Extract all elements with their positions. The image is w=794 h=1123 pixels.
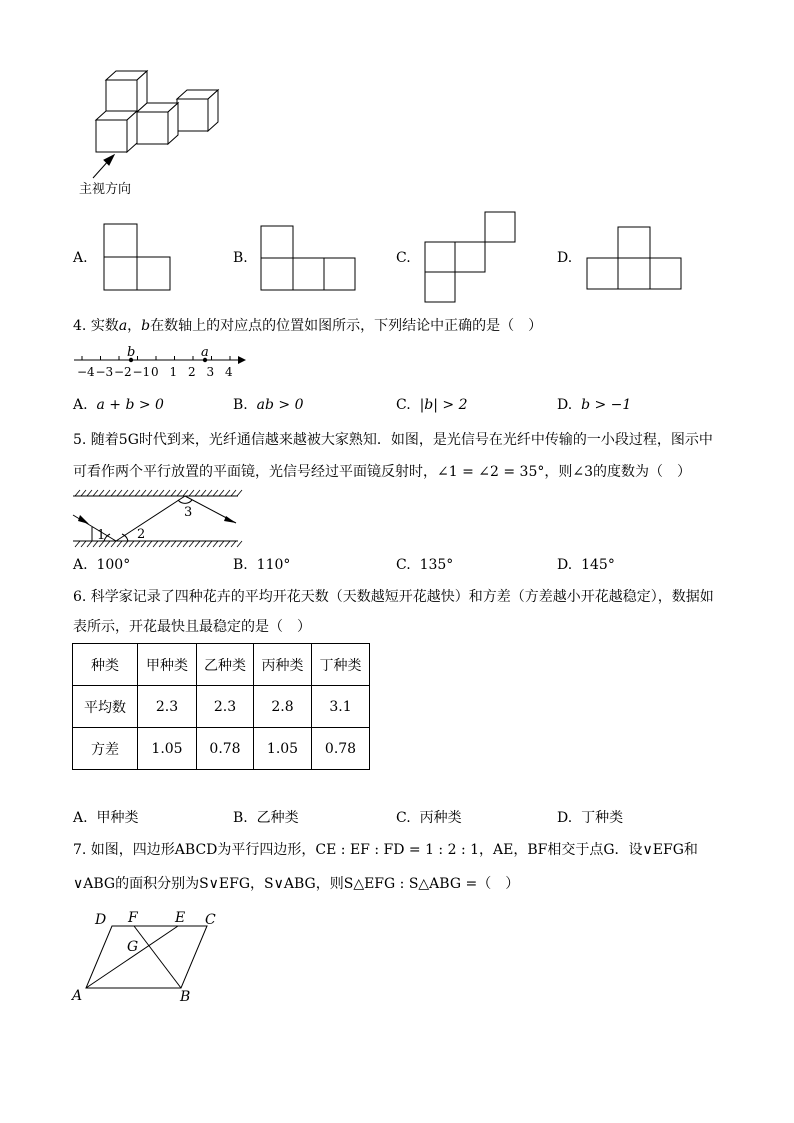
table-header-cell: 丙种类 [254,644,312,686]
q3-option-d-label: D. [557,250,573,266]
q5-option-d: D. 145° [557,557,615,573]
number-line-tick-label: −3 [95,365,114,379]
table-cell: 2.8 [254,686,312,728]
table-cell: 平均数 [73,686,138,728]
q6-option-b: B. 乙种类 [233,810,299,826]
number-line-tick-label: 2 [188,365,196,379]
number-line-tick-label: −2 [114,365,132,379]
table-cell: 1.05 [138,728,197,770]
point-g-label: G [127,939,139,955]
number-line-tick-label: 1 [169,365,178,379]
table-cell: 3.1 [312,686,370,728]
q6-option-a: A. 甲种类 [73,810,139,826]
view-direction-caption: 主视方向 [79,182,132,197]
point-e-label: E [175,910,186,926]
q4-option-d: D. b > −1 [557,397,632,413]
point-a-label: a [201,345,209,360]
point-c-label: C [205,912,216,928]
point-f-label: F [128,910,138,926]
q6-option-c: C. 丙种类 [396,810,462,826]
q5-option-c: C. 135° [396,557,454,573]
q5-option-a: A. 100° [73,557,131,573]
number-line-tick-label: 4 [225,365,233,379]
number-line-tick-label: −4 [77,365,95,379]
table-cell: 2.3 [197,686,254,728]
angle-3-label: 3 [184,505,193,520]
q3-option-b-label: B. [233,250,248,266]
q5-line1: 5. 随着5G时代到来，光纤通信越来越被大家熟知．如图，是光信号在光纤中传输的一小段过程，图示中 [73,432,713,448]
q7-line2: ∨ABG的面积分别为S∨EFG，S∨ABG，则S△EFG : S△ABG =（ ） [73,876,520,892]
table-header-cell: 乙种类 [197,644,254,686]
q4-stem: 4. 实数a，b在数轴上的对应点的位置如图所示，下列结论中正确的是（ ） [73,318,543,334]
table-header-cell: 丁种类 [312,644,370,686]
q4-option-c: C. |b| > 2 [396,397,468,413]
number-line-tick-label: −1 [132,365,151,379]
point-b-label: b [127,345,136,360]
q6-line2: 表所示，开花最快且最稳定的是（ ） [73,619,311,635]
table-cell: 0.78 [197,728,254,770]
table-cell: 0.78 [312,728,370,770]
q4-option-a: A. a + b > 0 [73,397,164,413]
q6-option-d: D. 丁种类 [557,810,624,826]
point-d-label: D [95,912,107,928]
q4-option-b: B. ab > 0 [233,397,304,413]
table-cell: 2.3 [138,686,197,728]
q3-option-c-label: C. [396,250,411,266]
angle-2-label: 2 [137,527,146,542]
q3-option-a-label: A. [73,250,88,266]
q5-option-b: B. 110° [233,557,291,573]
point-b-label: B [180,989,191,1005]
number-line-tick-label: 0 [151,365,159,379]
angle-1-label: 1 [97,528,106,543]
table-header-cell: 种类 [73,644,138,686]
point-a-label: A [72,988,83,1004]
q7-line1: 7. 如图，四边形ABCD为平行四边形，CE : EF : FD = 1 : 2 : 1，AE，BF相交于点G．设∨EFG和 [73,842,698,858]
q5-line2: 可看作两个平行放置的平面镜，光信号经过平面镜反射时，∠1 = ∠2 = 35°，则∠3的度数为（ ） [73,464,691,480]
table-header-cell: 甲种类 [138,644,197,686]
table-cell: 1.05 [254,728,312,770]
q6-line1: 6. 科学家记录了四种花卉的平均开花天数（天数越短开花越快）和方差（方差越小开花越稳定），数据如 [73,589,714,605]
number-line-tick-label: 3 [206,365,215,379]
table-cell: 方差 [73,728,138,770]
